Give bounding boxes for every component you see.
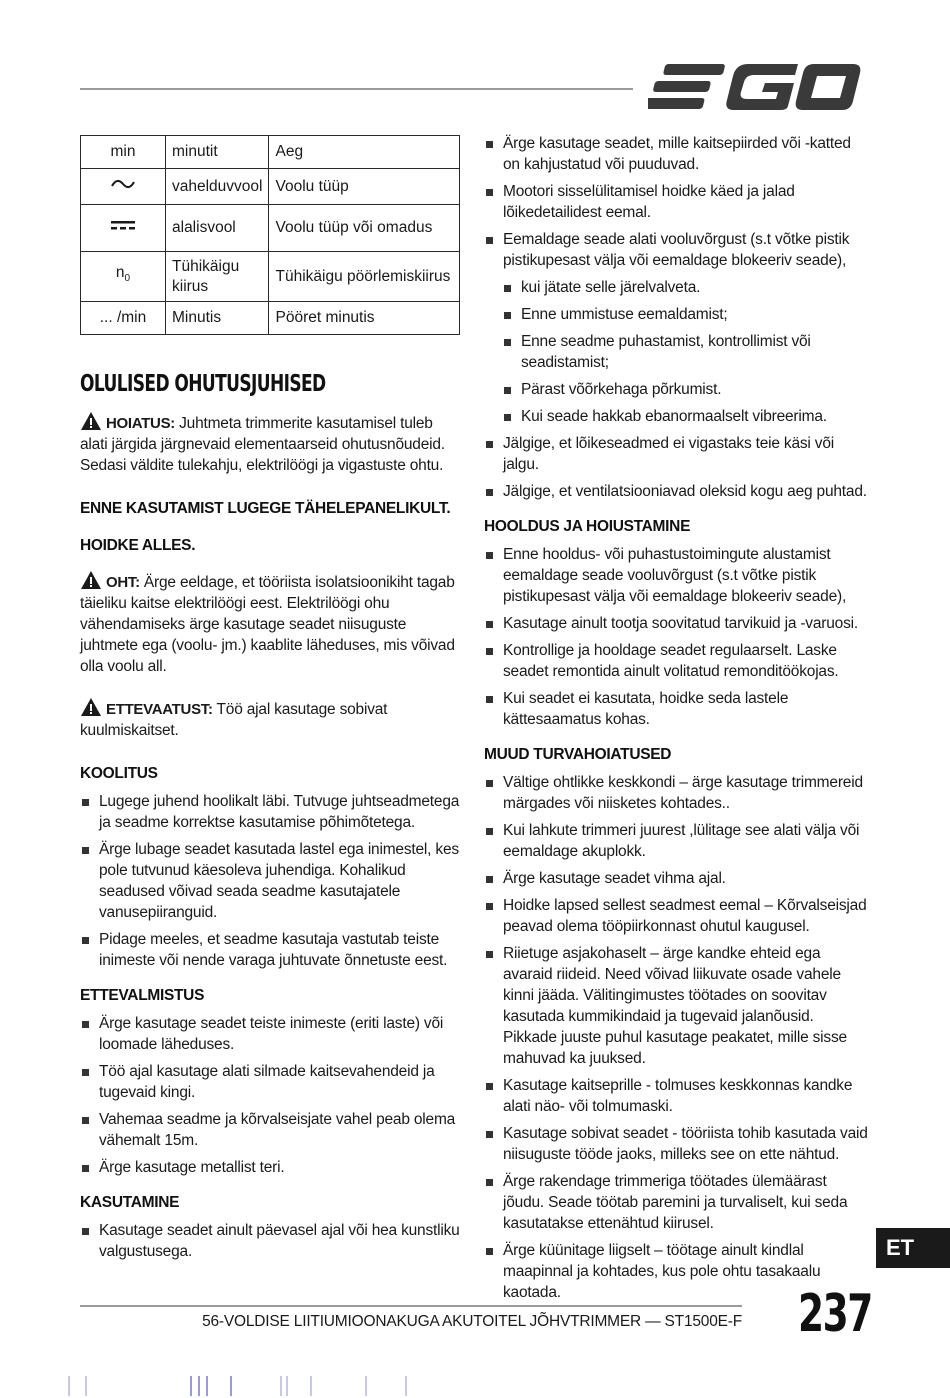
print-registration-marks xyxy=(60,1374,460,1398)
list-item: Enne hooldus- või puhastustoimingute alustamist eemaldage seade vooluvõrgust (s.t võtke pistik pistikupesast välja või eemaldage blokeeriv seade), xyxy=(484,544,868,607)
right-column xyxy=(484,133,868,1309)
caution-paragraph: ETTEVAATUST: Töö ajal kasutage sobivat kuulmiskaitset. xyxy=(80,697,462,741)
list-item: Vältige ohtlikke keskkondi – ärge kasutage trimmereid märgades või niisketes kohtades.. xyxy=(484,772,868,814)
list-item: Hoidke lapsed sellest seadmest eemal – Kõrvalseisjad peavad olema tööpiirkonnast ohutul kaugusel. xyxy=(484,895,868,937)
list-item: Ärge kasutage metallist teri. xyxy=(80,1157,462,1178)
list-item: Töö ajal kasutage alati silmade kaitsevahendeid ja tugevaid kingi. xyxy=(80,1061,462,1103)
symbol-cell xyxy=(81,205,166,252)
description-cell: Tühikäigu pöörlemiskiirus xyxy=(269,252,460,302)
language-tab: ET xyxy=(876,1228,950,1268)
warning-paragraph: HOIATUS: Juhtmeta trimmerite kasutamisel tuleb alati järgida järgnevaid elementaarseid ohutusnõudeid. Sedasi väldite tulekahju, elektrilöögi ja vigastuste ohtu. xyxy=(80,411,462,476)
usage-list-continued xyxy=(484,133,868,271)
table-row xyxy=(81,252,460,302)
table-row xyxy=(81,169,460,205)
meaning-cell: minutit xyxy=(166,136,269,169)
footer-rule xyxy=(80,1305,742,1307)
list-item: Kasutage sobivat seadet - tööriista tohib kasutada vaid niisuguste tööde jaoks, milleks see on ette nähtud. xyxy=(484,1123,868,1165)
direct-current-icon xyxy=(109,218,137,232)
list-item: Vahemaa seadme ja kõrvalseisjate vahel peab olema vähemalt 15m. xyxy=(80,1109,462,1151)
symbol-cell: min xyxy=(81,136,166,169)
other-warnings-heading: MUUD TURVAHOIATUSED xyxy=(484,746,672,763)
list-item: Lugege juhend hoolikalt läbi. Tutvuge juhtseadmetega ja seadme korrektse kasutamise põhimõtetega. xyxy=(80,791,462,833)
training-list xyxy=(80,791,462,971)
list-item: Ärge kasutage seadet, mille kaitsepiirded või -katted on kahjustatud või puuduvad. xyxy=(484,133,868,175)
table-row xyxy=(81,205,460,252)
training-heading: KOOLITUS xyxy=(80,765,158,782)
usage-list xyxy=(80,1220,462,1262)
meaning-cell: vahelduvvool xyxy=(166,169,269,205)
list-item: Enne seadme puhastamist, kontrollimist või seadistamist; xyxy=(502,331,868,373)
preparation-list xyxy=(80,1013,462,1178)
usage-heading: KASUTAMINE xyxy=(80,1194,180,1211)
list-item: Kui lahkute trimmeri juurest ,lülitage see alati välja või eemaldage akuplokk. xyxy=(484,820,868,862)
list-item: Ärge küünitage liigselt – töötage ainult kindlal maapinnal ja kohtades, kus pole ohtu tasakaalu kaotada. xyxy=(484,1240,868,1303)
list-item: Jälgige, et lõikeseadmed ei vigastaks teie käsi või jalgu. xyxy=(484,433,868,475)
symbol-cell xyxy=(81,169,166,205)
meaning-cell: Tühikäigu kiirus xyxy=(166,252,269,302)
list-item: Mootori sisselülitamisel hoidke käed ja jalad lõikedetailidest eemal. xyxy=(484,181,868,223)
list-item: Riietuge asjakohaselt – ärge kandke ehteid ega avaraid riideid. Need võivad liikuvate osade vahele kinni jääda. Välitingimustes töötades on soovitav kasutada kummikindaid ja tugevaid jalanõusid. Pikkade juuste puhul kasutage peakatet, mille sisse mahuvad ka juuksed. xyxy=(484,943,868,1069)
list-item: Ärge lubage seadet kasutada lastel ega inimestel, kes pole tutvunud käesoleva juhendiga. Kohalikud seadused võivad seada seadme kasutajatele vanusepiiranguid. xyxy=(80,839,462,923)
preparation-heading: ETTEVALMISTUS xyxy=(80,987,205,1004)
list-item: Ärge rakendage trimmeriga töötades ülemäärast jõudu. Seade töötab paremini ja turvaliselt, kui seda kasutatakse ettenähtud kiirusel. xyxy=(484,1171,868,1234)
symbol-cell: ... /min xyxy=(81,302,166,335)
warning-triangle-icon xyxy=(80,411,102,431)
alternating-current-icon xyxy=(110,177,136,191)
read-heading: ENNE KASUTAMIST LUGEGE TÄHELEPANELIKULT. xyxy=(80,500,451,517)
warning-triangle-icon xyxy=(80,570,102,590)
usage-list-after xyxy=(484,433,868,502)
symbol-cell: $n_0$ xyxy=(81,252,166,302)
danger-paragraph: OHT: Ärge eeldage, et tööriista isolatsioonikiht tagab täieliku kaitse elektrilöögi eest. Elektrilöögi ohu vähendamiseks ärge kasutage seadet niisuguste juhtmete ega (voolu- jm.) kaablite läheduses, mis võivad olla voolu all. xyxy=(80,570,462,677)
list-item: Kasutage kaitseprille - tolmuses keskkonnas kandke alati näo- või tolmumaski. xyxy=(484,1075,868,1117)
page-number: 237 xyxy=(798,1284,872,1344)
description-cell: Aeg xyxy=(269,136,460,169)
list-item: Kasutage seadet ainult päevasel ajal või hea kunstliku valgustusega. xyxy=(80,1220,462,1262)
list-item: Eemaldage seade alati vooluvõrgust (s.t võtke pistik pistikupesast välja või eemaldage blokeeriv seade), xyxy=(484,229,868,271)
maintenance-list xyxy=(484,544,868,730)
list-item: Pidage meeles, et seadme kasutaja vastutab teiste inimeste või nende varaga juhtuvate õnnetuste eest. xyxy=(80,929,462,971)
header-rule xyxy=(80,88,633,90)
meaning-cell: alalisvool xyxy=(166,205,269,252)
warning-triangle-icon xyxy=(80,697,102,717)
list-item: Kontrollige ja hooldage seadet regulaarselt. Laske seadet remontida ainult volitatud remonditöökojas. xyxy=(484,640,868,682)
other-warnings-list xyxy=(484,772,868,1303)
list-item: Kasutage ainult tootja soovitatud tarvikuid ja -varuosi. xyxy=(484,613,868,634)
list-item: Kui seadet ei kasutata, hoidke seda lastele kättesaamatus kohas. xyxy=(484,688,868,730)
list-item: Enne ummistuse eemaldamist; xyxy=(502,304,868,325)
usage-sub-list xyxy=(484,277,868,427)
description-cell: Pööret minutis xyxy=(269,302,460,335)
left-column xyxy=(80,135,462,1268)
list-item: Ärge kasutage seadet teiste inimeste (eriti laste) või loomade läheduses. xyxy=(80,1013,462,1055)
section-title: OLULISED OHUTUSJUHISED xyxy=(80,371,326,397)
maintenance-heading: HOOLDUS JA HOIUSTAMINE xyxy=(484,518,691,535)
footer-text: 56-VOLDISE LIITIUMIOONAKUGA AKUTOITEL JÕHVTRIMMER — ST1500E-F xyxy=(202,1313,742,1330)
description-cell: Voolu tüüp või omadus xyxy=(269,205,460,252)
list-item: Pärast võõrkehaga põrkumist. xyxy=(502,379,868,400)
list-item: Kui seade hakkab ebanormaalselt vibreerima. xyxy=(502,406,868,427)
list-item: Ärge kasutage seadet vihma ajal. xyxy=(484,868,868,889)
table-row xyxy=(81,302,460,335)
symbols-table xyxy=(80,135,460,335)
list-item: kui jätate selle järelvalveta. xyxy=(502,277,868,298)
list-item: Jälgige, et ventilatsiooniavad oleksid kogu aeg puhtad. xyxy=(484,481,868,502)
keep-heading: HOIDKE ALLES. xyxy=(80,537,196,554)
table-row xyxy=(81,136,460,169)
meaning-cell: Minutis xyxy=(166,302,269,335)
ego-logo xyxy=(648,62,863,112)
description-cell: Voolu tüüp xyxy=(269,169,460,205)
